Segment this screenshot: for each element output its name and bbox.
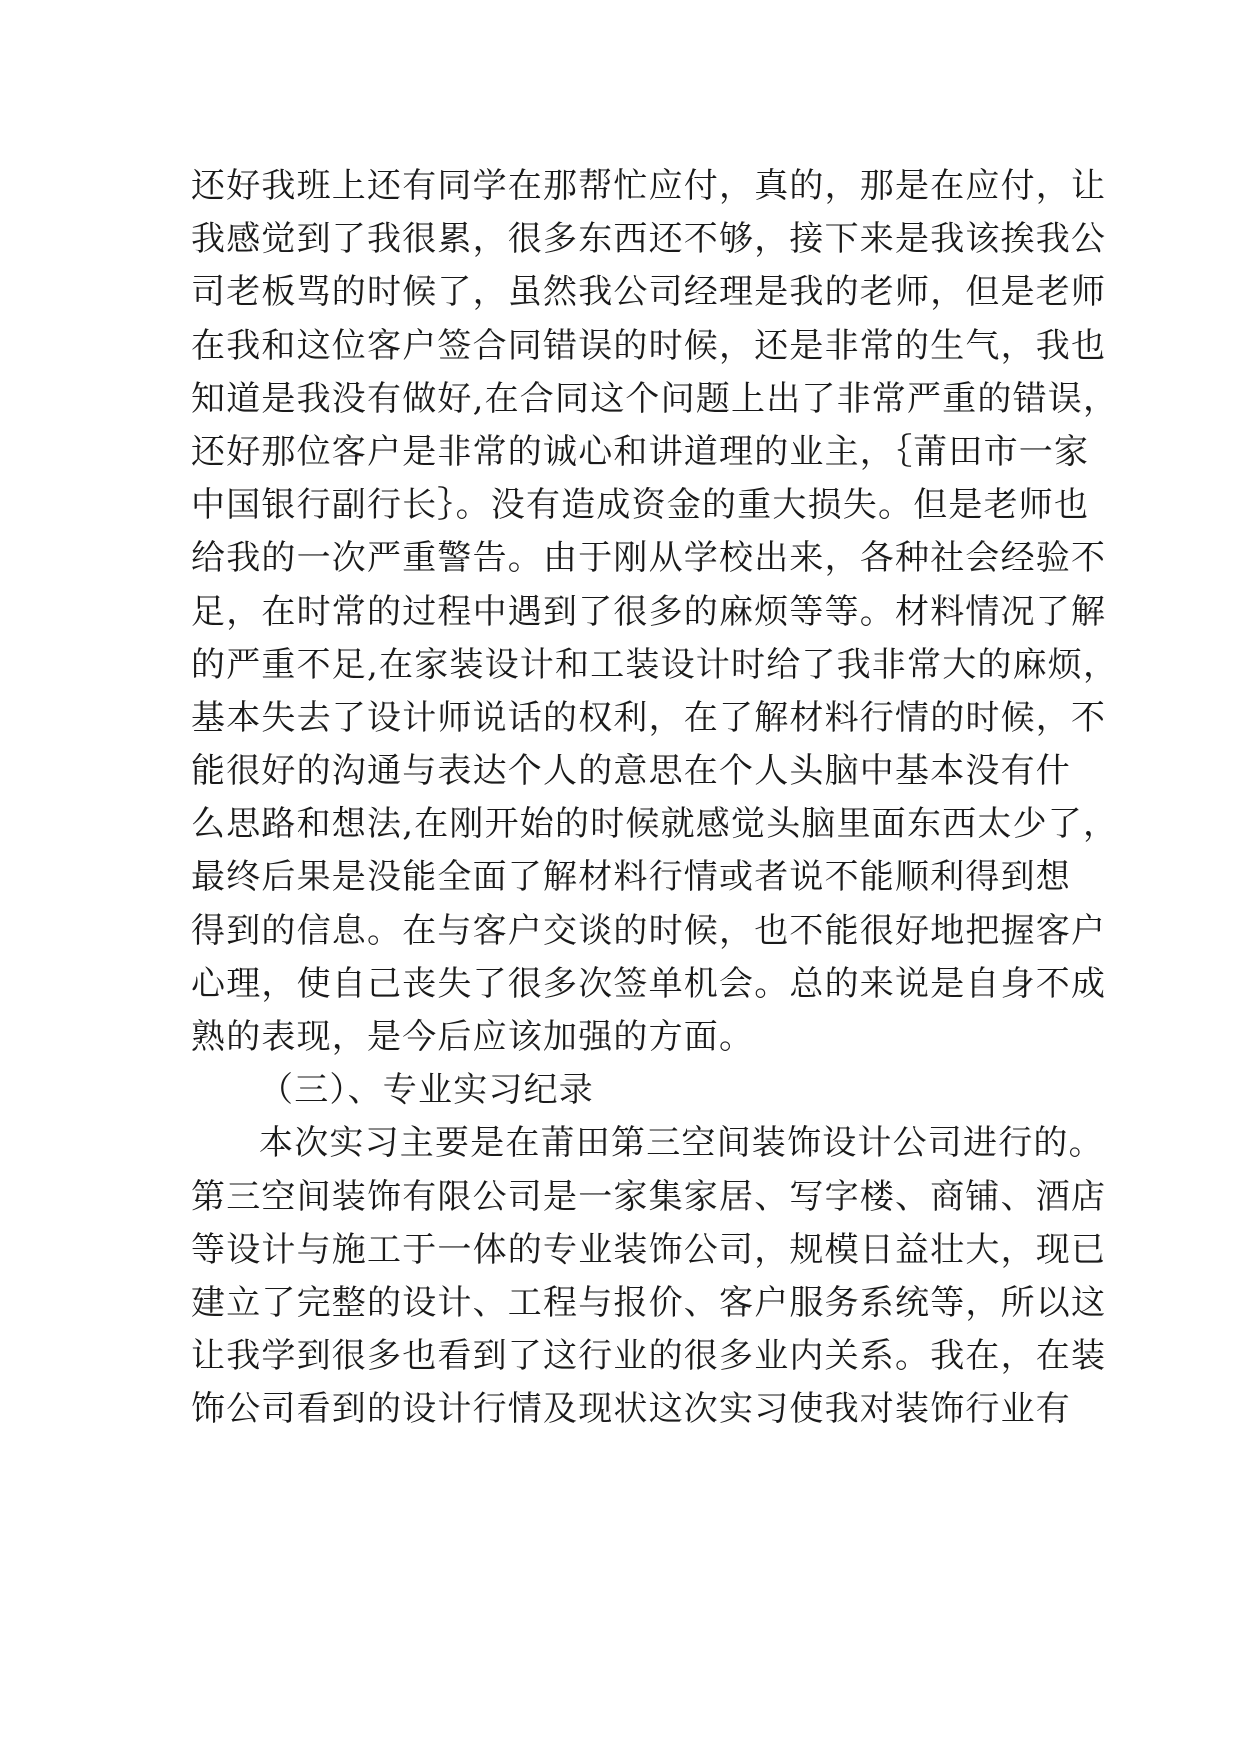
- text-line: 心理，使自己丧失了很多次签单机会。总的来说是自身不成: [191, 963, 1107, 1004]
- text-line: 的严重不足,在家装设计和工装设计时给了我非常大的麻烦，: [191, 644, 1119, 685]
- text-line: 最终后果是没能全面了解材料行情或者说不能顺利得到想: [191, 857, 1071, 898]
- text-line: 还好我班上还有同学在那帮忙应付，真的，那是在应付，让: [191, 166, 1107, 206]
- text-line: 么思路和想法,在刚开始的时候就感觉头脑里面东西太少了，: [191, 804, 1119, 845]
- text-line: 得到的信息。在与客户交谈的时候，也不能很好地把握客户: [191, 910, 1107, 951]
- document-body: [191, 160, 1119, 1437]
- section-heading: （三）、专业实习纪录: [259, 1070, 594, 1111]
- text-line: 基本失去了设计师说话的权利，在了解材料行情的时候，不: [191, 697, 1107, 738]
- text-line: 在我和这位客户签合同错误的时候，还是非常的生气，我也: [191, 325, 1107, 366]
- text-line: 第三空间装饰有限公司是一家集家居、写字楼、商铺、酒店: [191, 1176, 1107, 1217]
- text-line: 还好那位客户是非常的诚心和讲道理的业主，｛莆田市一家: [191, 431, 1090, 472]
- text-line-last: 熟的表现，是今后应该加强的方面。: [191, 1017, 755, 1057]
- text-line-first: 本次实习主要是在莆田第三空间装饰设计公司进行的。: [259, 1123, 1104, 1164]
- text-line: 知道是我没有做好,在合同这个问题上出了非常严重的错误，: [191, 378, 1119, 419]
- text-line: 饰公司看到的设计行情及现状这次实习使我对装饰行业有: [191, 1389, 1071, 1430]
- text-line: 我感觉到了我很累，很多东西还不够，接下来是我该挨我公: [191, 219, 1107, 260]
- text-line: 中国银行副行长｝。没有造成资金的重大损失。但是老师也: [191, 485, 1090, 526]
- paragraph-1: [191, 160, 1119, 1064]
- text-line: 足，在时常的过程中遇到了很多的麻烦等等。材料情况了解: [191, 591, 1107, 632]
- text-line: 能很好的沟通与表达个人的意思在个人头脑中基本没有什: [191, 751, 1071, 792]
- text-line: 给我的一次严重警告。由于刚从学校出来，各种社会经验不: [191, 538, 1107, 579]
- text-line: 建立了完整的设计、工程与报价、客户服务系统等，所以这: [191, 1282, 1107, 1323]
- text-line: 司老板骂的时候了，虽然我公司经理是我的老师，但是老师: [191, 272, 1107, 313]
- paragraph-2: [191, 1117, 1107, 1436]
- text-line: 让我学到很多也看到了这行业的很多业内关系。我在，在装: [191, 1336, 1107, 1377]
- text-line: 等设计与施工于一体的专业装饰公司，规模日益壮大，现已: [191, 1229, 1107, 1270]
